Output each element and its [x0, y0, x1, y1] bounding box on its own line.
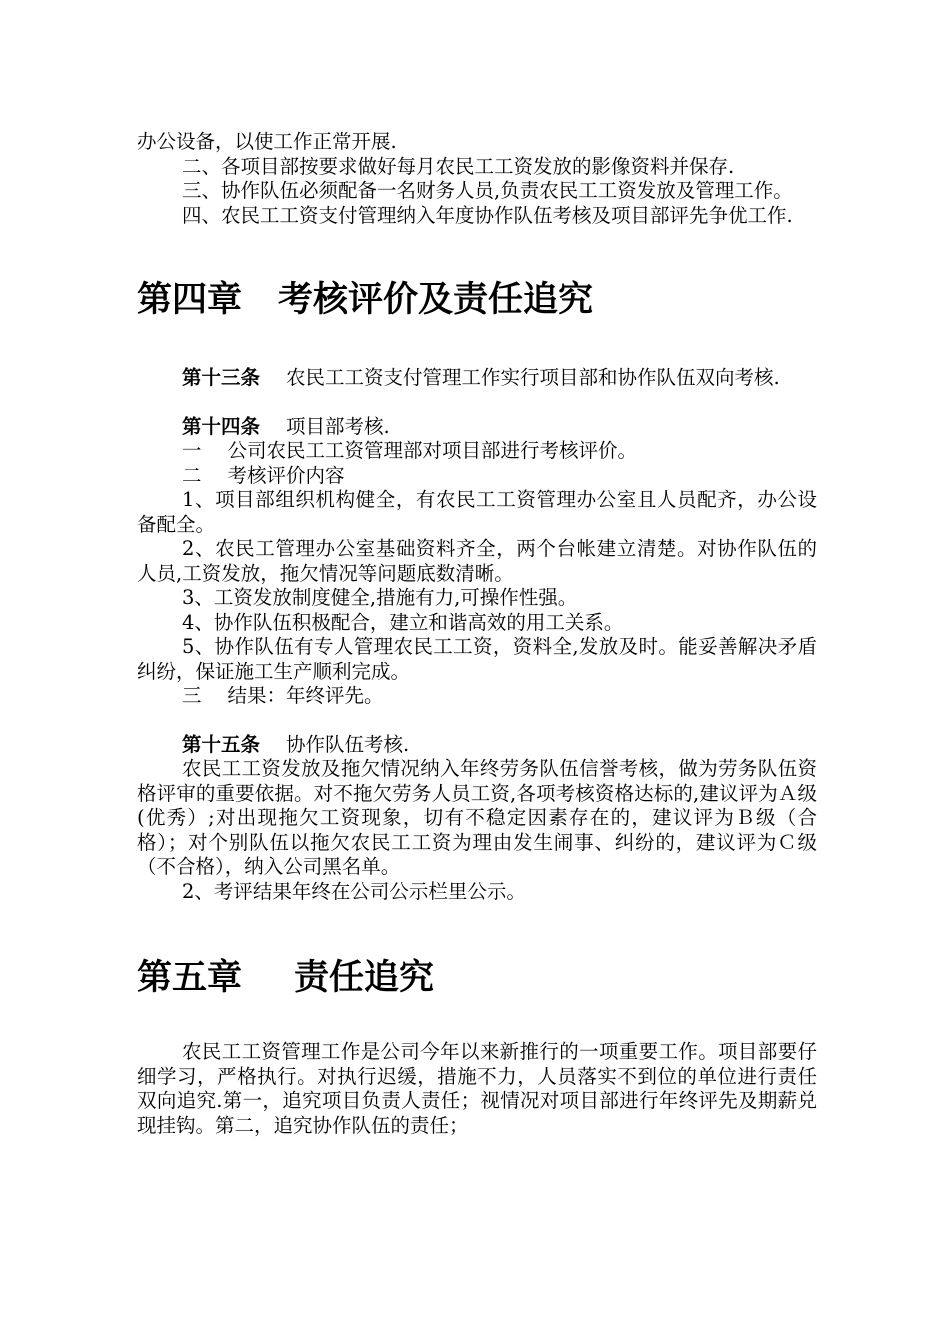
article-13	[137, 366, 817, 391]
chapter-5-paragraph: 农民工工资管理工作是公司今年以来新推行的一项重要工作。项目部要仔细学习，严格执行。对执行迟缓，措施不力，人员落实不到位的单位进行责任双向追究.第一，追究项目负责人责任；视情况对项目部进行年终评先及期薪兑现挂钩。第二，追究协作队伍的责任；	[137, 1040, 817, 1137]
continued-line: 办公设备，以使工作正常开展.	[137, 130, 397, 153]
article-15-paragraph-1: 农民工工资发放及拖欠情况纳入年终劳务队伍信誉考核，做为劳务队伍资格评审的重要依据。对不拖欠劳务人员工资,各项考核资格达标的,建议评为Ａ级(优秀）;对出现拖欠工资现象，切有不稳定因素存在的，建议评为Ｂ级（合格）；对个别队伍以拖欠农民工工资为理由发生闹事、纠纷的，建议评为Ｃ级（不合格），纳入公司黑名单。	[137, 757, 817, 878]
section-1-text: 公司农民工工资管理部对项目部进行考核评价。	[227, 439, 638, 462]
list-item-2: 二、各项目部按要求做好每月农民工工资发放的影像资料并保存.	[182, 154, 735, 178]
section-1-number: 一	[182, 439, 202, 462]
section-3-number: 三	[182, 684, 202, 707]
chapter-5-number: 第五章	[137, 958, 243, 998]
article-13-text: 农民工工资支付管理工作实行项目部和协作队伍双向考核.	[286, 366, 780, 389]
article-14-label: 第十四条	[182, 414, 261, 438]
chapter-4-heading	[137, 278, 817, 322]
article-15-text: 协作队伍考核.	[286, 732, 410, 756]
chapter-5-title: 责任追究	[294, 958, 435, 998]
criteria-item-1: 1、项目部组织机构健全，有农民工工资管理办公室且人员配齐，办公设备配全。	[137, 488, 817, 536]
criteria-item-3: 3、工资发放制度健全,措施有力,可操作性强。	[182, 586, 578, 609]
chapter-4-title: 考核评价及责任追究	[278, 280, 594, 320]
list-item-3: 三、协作队伍必须配备一名财务人员,负责农民工工资发放及管理工作。	[182, 179, 793, 202]
section-3-text: 结果：年终评先。	[227, 684, 384, 707]
article-14-section-2	[137, 464, 817, 489]
criteria-item-4: 4、协作队伍积极配合，建立和谐高效的用工关系。	[182, 610, 624, 634]
chapter-5-heading	[137, 956, 817, 1000]
document-body	[137, 130, 817, 1138]
article-15-paragraph-2: 2、考评结果年终在公司公示栏里公示。	[182, 879, 526, 903]
article-13-label: 第十三条	[182, 366, 261, 389]
list-item-4: 四、农民工工资支付管理纳入年度协作队伍考核及项目部评先争优工作.	[182, 203, 793, 227]
article-14-text: 项目部考核.	[286, 414, 390, 438]
article-14	[137, 415, 817, 440]
article-15-label: 第十五条	[182, 732, 261, 756]
chapter-4-number: 第四章	[137, 280, 243, 320]
section-2-number: 二	[182, 463, 202, 487]
section-2-text: 考核评价内容	[227, 463, 345, 487]
article-14-section-3	[137, 684, 817, 709]
criteria-item-2: 2、农民工管理办公室基础资料齐全，两个台帐建立清楚。对协作队伍的人员,工资发放，拖欠情况等问题底数清晰。	[137, 537, 817, 585]
article-14-section-1	[137, 439, 817, 464]
criteria-item-5: 5、协作队伍有专人管理农民工工资，资料全,发放及时。能妥善解决矛盾纠纷，保证施工生产顺利完成。	[137, 635, 817, 683]
article-15	[137, 733, 817, 758]
